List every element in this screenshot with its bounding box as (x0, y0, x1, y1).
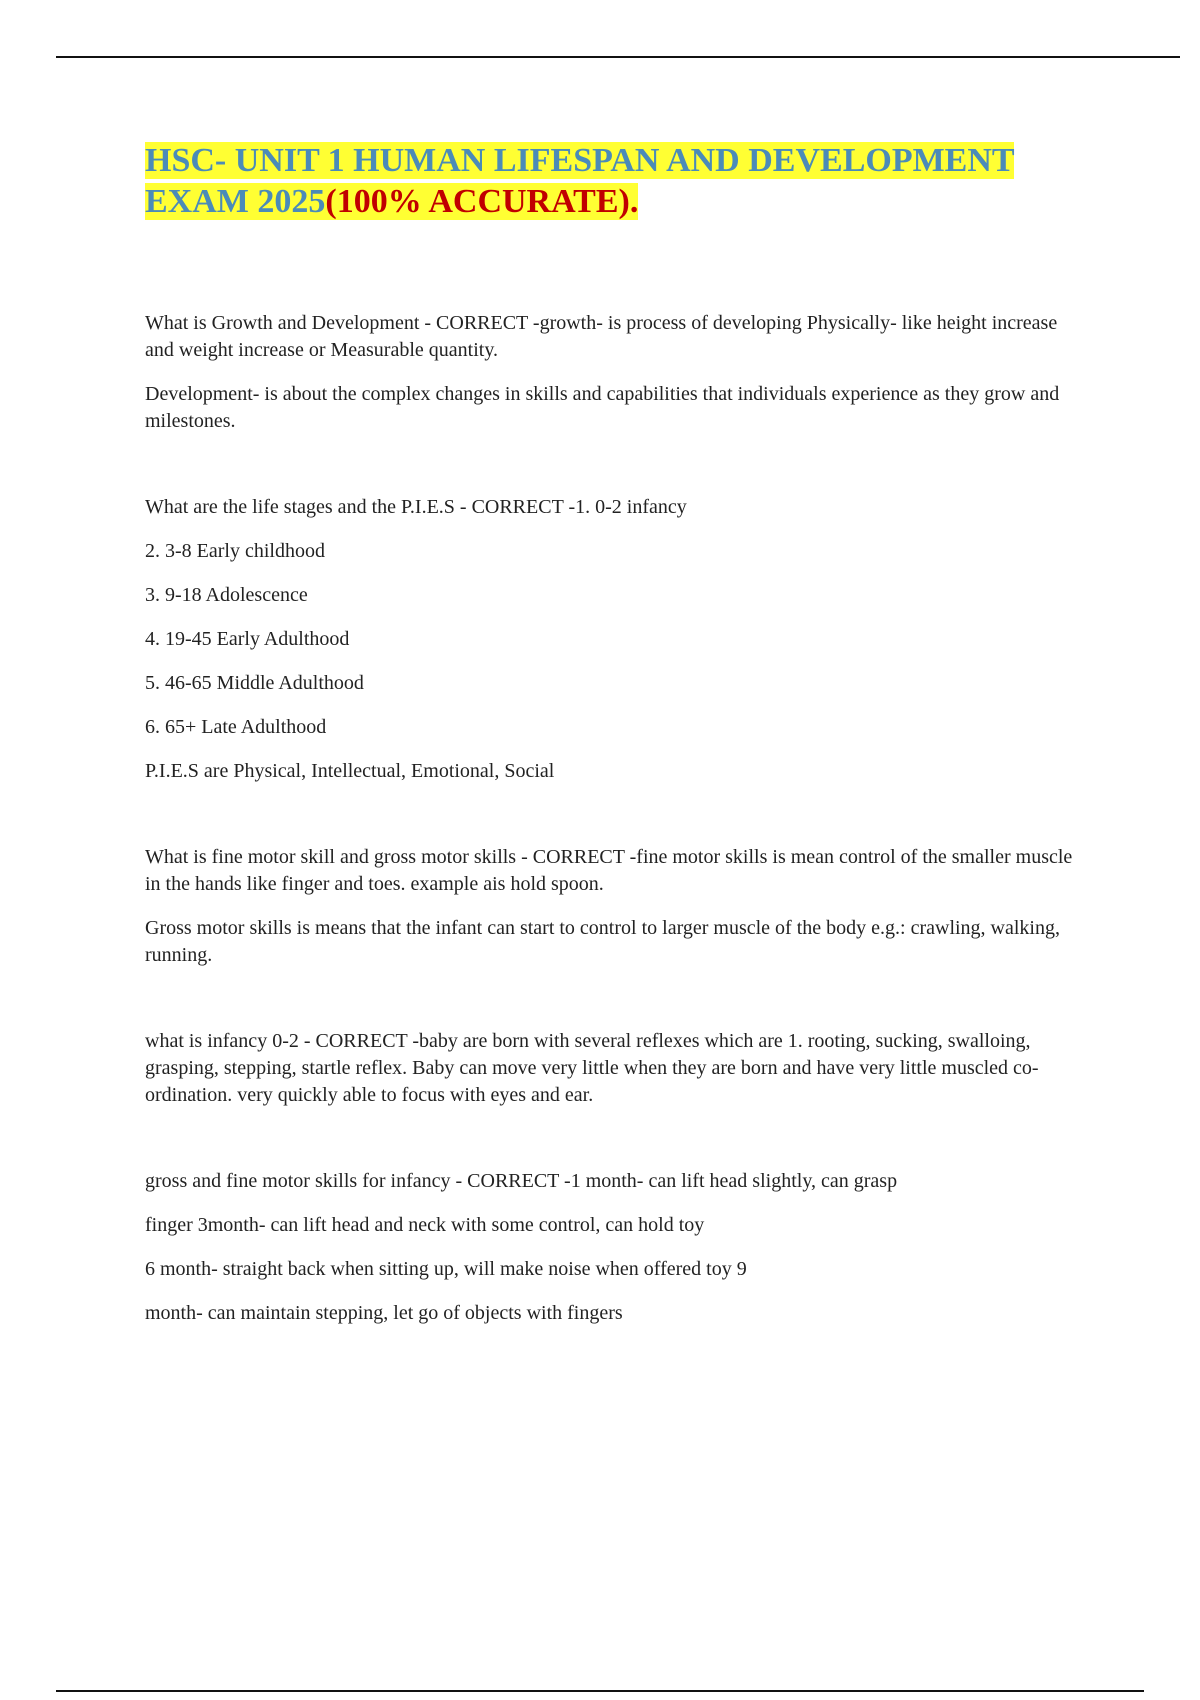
paragraph: what is infancy 0-2 - CORRECT -baby are born with several reflexes which are 1. rooting, sucking, swalloing, grasping, stepping, startle reflex. Baby can move very little when they are born and have very little muscled co-ordination. very quickly able to focus with eyes and ear. (145, 1030, 1039, 1106)
list-item: 3. 9-18 Adolescence (145, 584, 308, 606)
paragraph: Gross motor skills is means that the infant can start to control to larger muscle of the body e.g.: crawling, walking, running. (145, 917, 1060, 966)
paragraph: gross and fine motor skills for infancy - CORRECT -1 month- can lift head slightly, can grasp (145, 1170, 898, 1192)
section-infancy (145, 1028, 1085, 1109)
section-growth-development (145, 310, 1085, 435)
title-accuracy-note: (100% ACCURATE). (325, 183, 639, 220)
header-rule (56, 56, 1180, 58)
paragraph: 6 month- straight back when sitting up, will make noise when offered toy 9 (145, 1258, 747, 1280)
section-motor-skills (145, 844, 1085, 969)
list-item: 2. 3-8 Early childhood (145, 540, 325, 562)
paragraph: What is fine motor skill and gross motor skills - CORRECT -fine motor skills is mean control of the smaller muscle in the hands like finger and toes. example ais hold spoon. (145, 846, 1073, 895)
paragraph: Development- is about the complex changes in skills and capabilities that individuals experience as they grow and milestones. (145, 383, 1060, 432)
paragraph: What is Growth and Development - CORRECT -growth- is process of developing Physically- like height increase and weight increase or Measurable quantity. (145, 312, 1058, 361)
paragraph: P.I.E.S are Physical, Intellectual, Emotional, Social (145, 760, 555, 782)
paragraph: finger 3month- can lift head and neck with some control, can hold toy (145, 1214, 705, 1236)
document-title (145, 140, 1085, 222)
footer-rule (56, 1690, 1144, 1692)
list-item: 5. 46-65 Middle Adulthood (145, 672, 364, 694)
section-infancy-motor-skills (145, 1168, 1085, 1327)
section-life-stages (145, 494, 1085, 785)
list-item: 4. 19-45 Early Adulthood (145, 628, 350, 650)
list-item: 6. 65+ Late Adulthood (145, 716, 327, 738)
title-main: HSC- UNIT 1 HUMAN LIFESPAN AND DEVELOPMENT EXAM 2025 (145, 142, 1014, 220)
document-body (145, 140, 1085, 1344)
paragraph: month- can maintain stepping, let go of objects with fingers (145, 1302, 623, 1324)
paragraph: What are the life stages and the P.I.E.S - CORRECT -1. 0-2 infancy (145, 496, 687, 518)
